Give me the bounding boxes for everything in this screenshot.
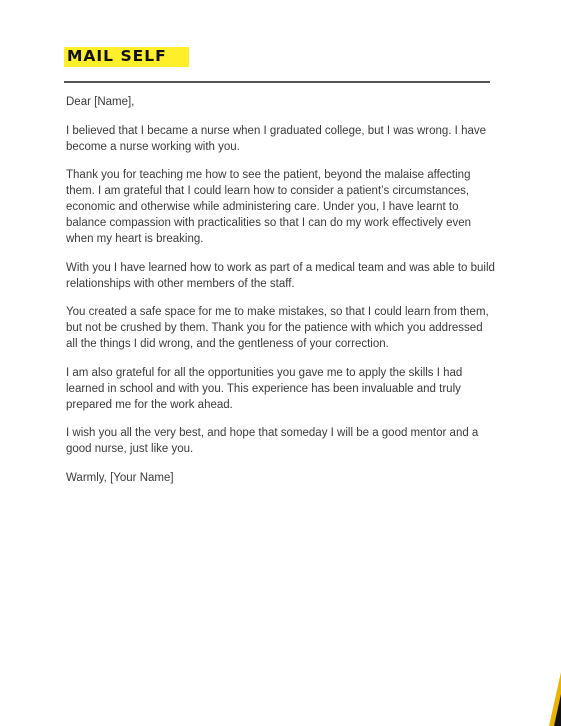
paragraph-5: I am also grateful for all the opportunities you gave me to apply the skills I had learned in school and with you. This experience has been invaluable and truly prepared me for the work ahead. <box>66 366 463 411</box>
paragraph-4: You created a safe space for me to make mistakes, so that I could learn from them, but not be crushed by them. Thank you for the patience with which you addressed all the things I did wrong, and the gentleness of your correction. <box>66 306 489 350</box>
letter-body <box>66 94 496 498</box>
logo-text: MAIL SELF <box>67 47 167 66</box>
paragraph-3: With you I have learned how to work as part of a medical team and was able to build relationships with other members of the staff. <box>66 261 495 290</box>
paragraph-6: I wish you all the very best, and hope that someday I will be a good mentor and a good nurse, just like you. <box>66 427 479 455</box>
salutation: Dear [Name], <box>66 96 135 108</box>
corner-decoration <box>543 672 561 726</box>
closing: Warmly, [Your Name] <box>66 471 174 484</box>
mail-self-logo <box>64 47 170 67</box>
header-divider <box>64 81 490 83</box>
paragraph-2: Thank you for teaching me how to see the patient, beyond the malaise affecting them. I am grateful that I could learn how to consider a patient’s circumstances, economic and otherwise while administering care. Under you, I have learnt to balance compassion with practicalities so that I can do my work effectively even when my heart is breaking. <box>66 169 472 245</box>
paragraph-1: I believed that I became a nurse when I graduated college, but I was wrong. I have become a nurse working with you. <box>66 124 487 153</box>
